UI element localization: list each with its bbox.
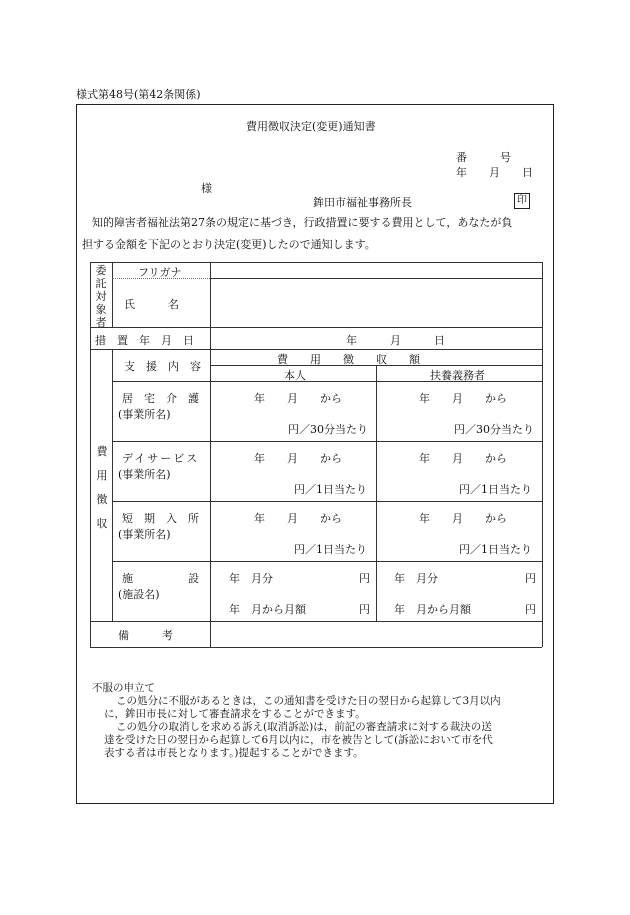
facility-self-month-yen: 円 — [359, 572, 370, 585]
facility-self-monthly: 年 月から月額 — [229, 603, 306, 616]
facility-dependent-monthly-yen: 円 — [525, 603, 536, 616]
self-label: 本人 — [284, 369, 306, 382]
home-care-dependent-unit: 円／30分当たり — [454, 423, 534, 436]
form-number: 様式第48号(第42条関係) — [76, 88, 201, 101]
service-short-stay-label: 短 期 入 所 — [122, 512, 199, 525]
addressee-suffix: 様 — [201, 182, 212, 195]
name-label: 氏 名 — [124, 298, 179, 311]
home-care-self-unit: 円／30分当たり — [288, 423, 368, 436]
facility-dependent-month: 年 月分 — [394, 572, 438, 585]
date-label: 年 月 日 — [456, 166, 533, 179]
consignee-label: 委託対象者 — [95, 264, 107, 329]
objection-heading: 不服の申立て — [92, 682, 155, 694]
facility-self-month: 年 月分 — [229, 572, 273, 585]
measure-date-label: 措 置 年 月 日 — [95, 334, 194, 347]
objection-p2-line2: 達を受けた日の翌日から起算して6月以内に，市を被告として(訴訟において市を代 — [104, 734, 493, 746]
objection-p2-line1: この処分の取消しを求める訴え(取消訴訟)は，前記の審査請求に対する裁決の送 — [116, 721, 492, 733]
home-care-dependent-from: 年 月 から — [419, 392, 507, 405]
document-title: 費用徴収決定(変更)通知書 — [246, 120, 376, 133]
fee-collection-label: 費用徴収 — [96, 445, 108, 530]
service-home-care-label: 居 宅 介 護 — [122, 392, 199, 405]
objection-p1-line2: に，鉾田市長に対して審査請求をすることができます。 — [104, 708, 366, 720]
day-service-self-unit: 円／1日当たり — [294, 483, 367, 496]
service-facility-name: (施設名) — [118, 588, 160, 601]
facility-self-monthly-yen: 円 — [359, 603, 370, 616]
measure-date-value: 年 月 日 — [346, 334, 445, 347]
short-stay-dependent-unit: 円／1日当たり — [459, 543, 532, 556]
intro-line-2: 担する金額を下記のとおり決定(変更)したので通知します。 — [82, 238, 376, 251]
facility-dependent-monthly: 年 月から月額 — [394, 603, 471, 616]
furigana-label: フリガナ — [138, 266, 182, 279]
home-care-self-from: 年 月 から — [254, 392, 342, 405]
short-stay-self-unit: 円／1日当たり — [294, 543, 367, 556]
cost-collected-amount-label: 費 用 徴 収 額 — [277, 353, 420, 366]
facility-dependent-month-yen: 円 — [525, 572, 536, 585]
sender-name: 鉾田市福祉事務所長 — [313, 196, 412, 209]
support-content-label: 支 援 内 容 — [124, 360, 201, 373]
remarks-label: 備 考 — [118, 629, 173, 642]
objection-p1-line1: この処分に不服があるときは，この通知書を受けた日の翌日から起算して3月以内 — [116, 695, 501, 707]
service-day-service-facility: (事業所名) — [118, 468, 171, 481]
short-stay-dependent-from: 年 月 から — [419, 512, 507, 525]
service-short-stay-facility: (事業所名) — [118, 528, 171, 541]
day-service-dependent-unit: 円／1日当たり — [459, 483, 532, 496]
intro-line-1: 知的障害者福祉法第27条の規定に基づき，行政措置に要する費用として，あなたが負 — [92, 216, 513, 229]
day-service-self-from: 年 月 から — [254, 452, 342, 465]
short-stay-self-from: 年 月 から — [254, 512, 342, 525]
service-day-service-label: デイサービス — [122, 452, 200, 465]
service-facility-label: 施 設 — [122, 572, 199, 585]
objection-p2-line3: 表する者は市長となります。)提起することができます。 — [104, 747, 364, 759]
service-home-care-facility: (事業所名) — [118, 408, 171, 421]
day-service-dependent-from: 年 月 から — [419, 452, 507, 465]
number-label: 番 号 — [456, 151, 511, 164]
seal-mark: 印 — [514, 193, 530, 209]
dependent-label: 扶養義務者 — [430, 369, 485, 382]
